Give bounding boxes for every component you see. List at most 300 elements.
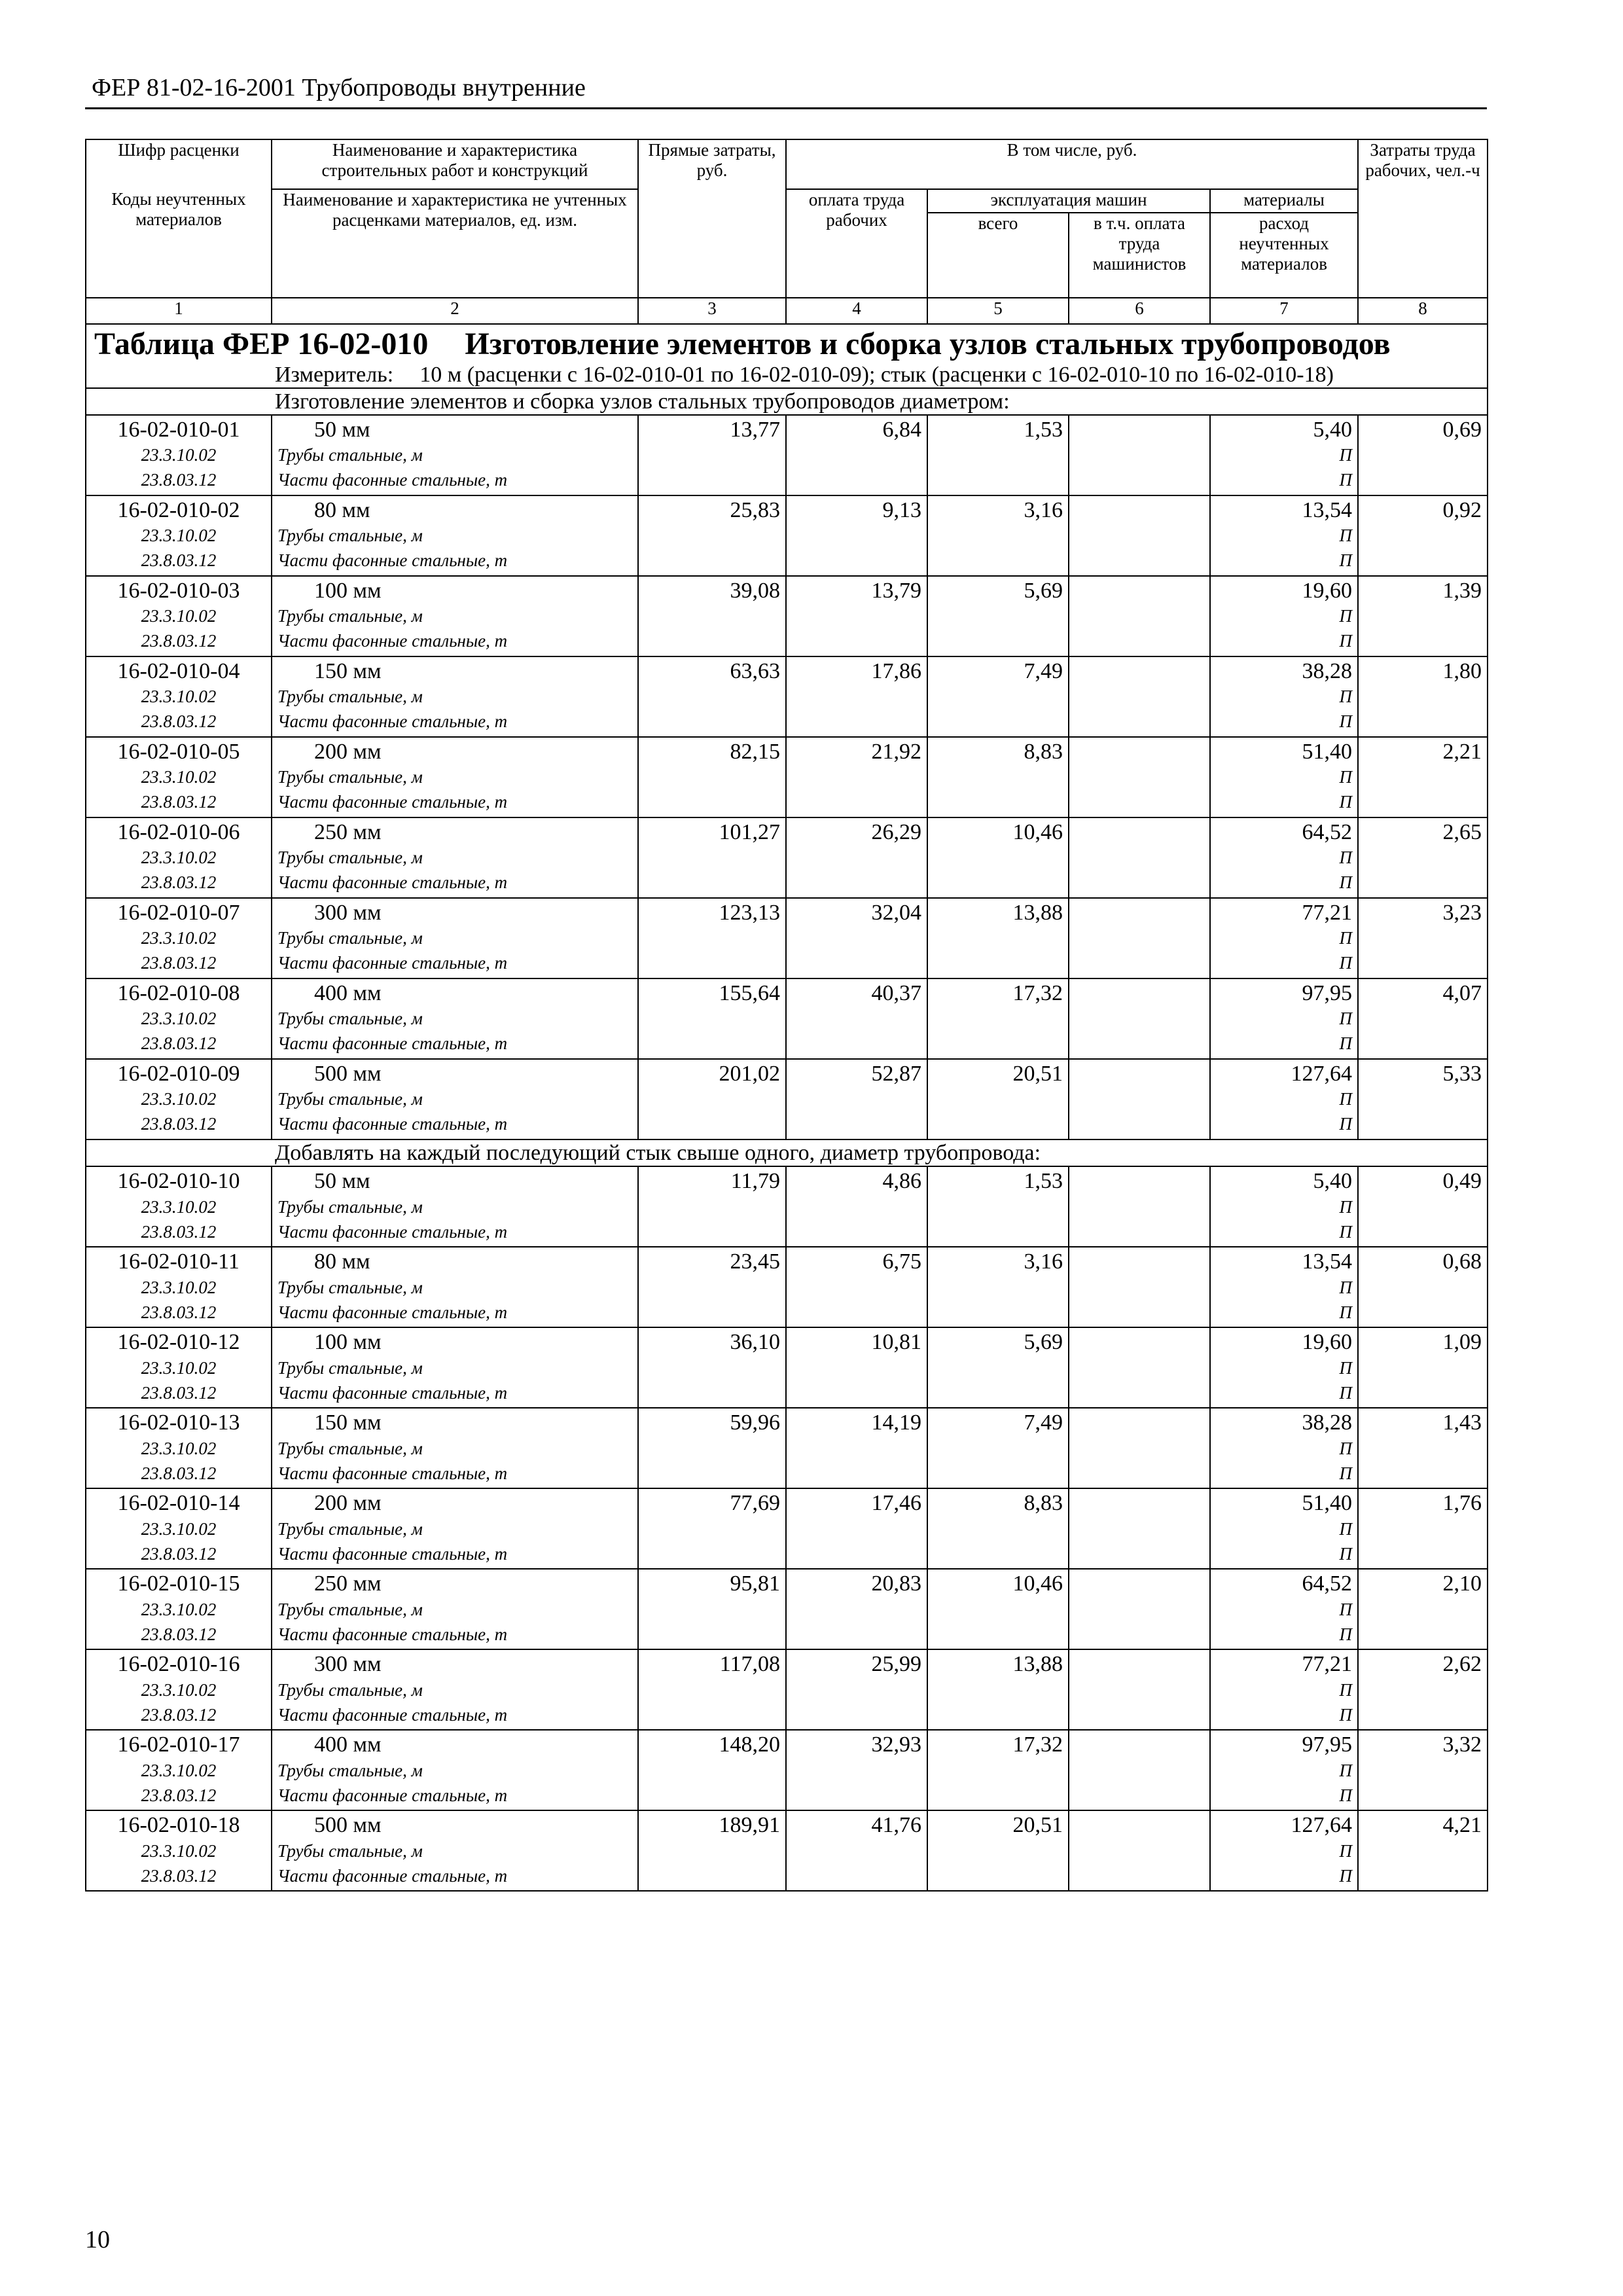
machines-total: 5,69 (1024, 1330, 1063, 1355)
materials: 38,28 (1302, 659, 1353, 684)
material-code: 23.8.03.12 (141, 1302, 217, 1322)
cell-machinists (1069, 1488, 1210, 1569)
material-code: 23.3.10.02 (141, 767, 217, 787)
cell-codes (86, 656, 272, 737)
material-name: Трубы стальные, м (277, 1089, 423, 1109)
labor-pay: 4,86 (882, 1169, 921, 1194)
cell-labor (786, 1569, 927, 1649)
cell-machinists (1069, 495, 1210, 576)
diameter: 400 мм (314, 1732, 382, 1757)
section-row (86, 1139, 1488, 1166)
material-usage: П (1339, 606, 1353, 626)
diameter: 500 мм (314, 1062, 382, 1086)
measure-value: 10 м (расценки с 16-02-010-01 по 16-02-010-09); стык (расценки с 16-02-010-10 по 16-02-010-18) (419, 363, 1334, 387)
labor-hours: 2,21 (1442, 740, 1482, 764)
direct-costs: 59,96 (730, 1410, 780, 1435)
table-row (86, 817, 1488, 898)
material-usage: П (1339, 1196, 1353, 1217)
rate-code: 16-02-010-02 (117, 498, 240, 523)
diameter: 80 мм (314, 1249, 370, 1274)
labor-pay: 25,99 (871, 1652, 921, 1677)
cell-labor (786, 1408, 927, 1488)
cell-machines (927, 415, 1069, 495)
col-number: 7 (1210, 298, 1358, 324)
cell-codes (86, 576, 272, 656)
labor-hours: 0,68 (1442, 1249, 1482, 1274)
machines-total: 3,16 (1024, 498, 1063, 523)
materials: 64,52 (1302, 820, 1353, 845)
material-code: 23.8.03.12 (141, 1543, 217, 1564)
cell-materials (1210, 898, 1358, 978)
direct-costs: 123,13 (719, 901, 780, 925)
materials: 127,64 (1291, 1062, 1353, 1086)
cell-names (272, 737, 638, 817)
measure-label: Измеритель: (275, 363, 394, 387)
materials: 5,40 (1313, 1169, 1353, 1194)
cell-materials (1210, 1810, 1358, 1891)
diameter: 80 мм (314, 498, 370, 523)
cell-names (272, 656, 638, 737)
labor-pay: 14,19 (871, 1410, 921, 1435)
col-number: 1 (86, 298, 272, 324)
material-code: 23.8.03.12 (141, 1114, 217, 1134)
material-code: 23.3.10.02 (141, 1840, 217, 1861)
material-name: Части фасонные стальные, т (277, 1221, 508, 1242)
labor-pay: 40,37 (871, 981, 921, 1006)
cell-direct (638, 656, 786, 737)
direct-costs: 39,08 (730, 579, 780, 603)
labor-hours: 0,92 (1442, 498, 1482, 523)
table-row (86, 1810, 1488, 1891)
cell-labor-hours (1358, 576, 1488, 656)
material-name: Трубы стальные, м (277, 1599, 423, 1619)
material-name: Трубы стальные, м (277, 1840, 423, 1861)
material-code: 23.3.10.02 (141, 1679, 217, 1700)
diameter: 300 мм (314, 901, 382, 925)
material-code: 23.3.10.02 (141, 1599, 217, 1619)
cell-materials (1210, 1649, 1358, 1730)
material-code: 23.8.03.12 (141, 631, 217, 651)
table-row (86, 1730, 1488, 1810)
materials: 13,54 (1302, 498, 1353, 523)
machines-total: 5,69 (1024, 579, 1063, 603)
table-row (86, 1488, 1488, 1569)
cell-materials (1210, 576, 1358, 656)
material-code: 23.3.10.02 (141, 1009, 217, 1029)
cell-labor (786, 817, 927, 898)
cell-machinists (1069, 656, 1210, 737)
labor-pay: 32,93 (871, 1732, 921, 1757)
material-name: Части фасонные стальные, т (277, 1033, 508, 1054)
rate-code: 16-02-010-05 (117, 740, 240, 764)
cell-labor (786, 1166, 927, 1247)
material-code: 23.8.03.12 (141, 1463, 217, 1483)
rate-code: 16-02-010-11 (118, 1249, 240, 1274)
cell-direct (638, 978, 786, 1059)
table-row (86, 656, 1488, 737)
material-code: 23.8.03.12 (141, 792, 217, 812)
material-code: 23.8.03.12 (141, 872, 217, 893)
rates-table (85, 139, 1488, 1892)
material-name: Части фасонные стальные, т (277, 1302, 508, 1322)
material-name: Трубы стальные, м (277, 848, 423, 868)
cell-labor-hours (1358, 1730, 1488, 1810)
cell-materials (1210, 415, 1358, 495)
cell-direct (638, 1247, 786, 1327)
th-materials-usage: расход неучтенных материалов (1210, 213, 1358, 298)
cell-labor-hours (1358, 1649, 1488, 1730)
material-code: 23.3.10.02 (141, 928, 217, 948)
material-usage: П (1339, 631, 1353, 651)
material-name: Трубы стальные, м (277, 928, 423, 948)
material-code: 23.3.10.02 (141, 1760, 217, 1780)
labor-hours: 1,76 (1442, 1491, 1482, 1516)
rate-code: 16-02-010-18 (117, 1813, 240, 1838)
direct-costs: 77,69 (730, 1491, 780, 1516)
material-name: Трубы стальные, м (277, 1009, 423, 1029)
cell-machines (927, 1730, 1069, 1810)
material-usage: П (1339, 1518, 1353, 1539)
cell-machinists (1069, 1810, 1210, 1891)
machines-total: 7,49 (1024, 1410, 1063, 1435)
cell-direct (638, 1810, 786, 1891)
materials: 13,54 (1302, 1249, 1353, 1274)
rate-code: 16-02-010-03 (117, 579, 240, 603)
material-usage: П (1339, 687, 1353, 707)
material-code: 23.3.10.02 (141, 1089, 217, 1109)
cell-direct (638, 737, 786, 817)
labor-hours: 3,32 (1442, 1732, 1482, 1757)
material-name: Трубы стальные, м (277, 1518, 423, 1539)
cell-names (272, 1810, 638, 1891)
rate-code: 16-02-010-07 (117, 901, 240, 925)
labor-hours: 4,07 (1442, 981, 1482, 1006)
machines-total: 1,53 (1024, 418, 1063, 442)
materials: 19,60 (1302, 579, 1353, 603)
col-number: 8 (1358, 298, 1488, 324)
material-usage: П (1339, 872, 1353, 893)
machines-total: 7,49 (1024, 659, 1063, 684)
labor-hours: 1,39 (1442, 579, 1482, 603)
cell-machinists (1069, 415, 1210, 495)
section-title: Изготовление элементов и сборка узлов стальных трубопроводов диаметром: (275, 389, 1010, 414)
cell-direct (638, 817, 786, 898)
cell-materials (1210, 1408, 1358, 1488)
machines-total: 8,83 (1024, 740, 1063, 764)
cell-machines (927, 898, 1069, 978)
cell-codes (86, 1327, 272, 1408)
cell-labor-hours (1358, 1569, 1488, 1649)
col-number: 5 (927, 298, 1069, 324)
cell-codes (86, 495, 272, 576)
labor-pay: 9,13 (882, 498, 921, 523)
cell-labor (786, 576, 927, 656)
cell-labor-hours (1358, 1166, 1488, 1247)
materials: 64,52 (1302, 1571, 1353, 1596)
cell-labor-hours (1358, 1488, 1488, 1569)
cell-labor (786, 1327, 927, 1408)
cell-labor (786, 898, 927, 978)
cell-machines (927, 817, 1069, 898)
direct-costs: 63,63 (730, 659, 780, 684)
material-usage: П (1339, 1840, 1353, 1861)
material-name: Трубы стальные, м (277, 1760, 423, 1780)
diameter: 150 мм (314, 659, 382, 684)
labor-pay: 17,46 (871, 1491, 921, 1516)
labor-hours: 3,23 (1442, 901, 1482, 925)
cell-labor-hours (1358, 1327, 1488, 1408)
material-name: Трубы стальные, м (277, 1196, 423, 1217)
material-usage: П (1339, 953, 1353, 973)
labor-pay: 6,75 (882, 1249, 921, 1274)
table-row (86, 576, 1488, 656)
material-name: Части фасонные стальные, т (277, 631, 508, 651)
cell-codes (86, 817, 272, 898)
labor-hours: 1,09 (1442, 1330, 1482, 1355)
col-number: 3 (638, 298, 786, 324)
cell-machinists (1069, 576, 1210, 656)
direct-costs: 201,02 (719, 1062, 780, 1086)
cell-codes (86, 1730, 272, 1810)
cell-labor (786, 415, 927, 495)
cell-labor (786, 1649, 927, 1730)
cell-labor-hours (1358, 1247, 1488, 1327)
machines-total: 10,46 (1012, 820, 1063, 845)
cell-machinists (1069, 1247, 1210, 1327)
material-usage: П (1339, 1221, 1353, 1242)
material-name: Части фасонные стальные, т (277, 1704, 508, 1725)
material-name: Части фасонные стальные, т (277, 1382, 508, 1403)
cell-direct (638, 495, 786, 576)
material-name: Части фасонные стальные, т (277, 792, 508, 812)
cell-codes (86, 1488, 272, 1569)
material-name: Части фасонные стальные, т (277, 550, 508, 571)
material-name: Части фасонные стальные, т (277, 711, 508, 732)
material-name: Трубы стальные, м (277, 1357, 423, 1378)
cell-direct (638, 576, 786, 656)
cell-codes (86, 1569, 272, 1649)
cell-machinists (1069, 1649, 1210, 1730)
cell-materials (1210, 1247, 1358, 1327)
material-code: 23.3.10.02 (141, 526, 217, 546)
materials: 19,60 (1302, 1330, 1353, 1355)
rate-code: 16-02-010-01 (117, 418, 240, 442)
th-machines: эксплуатация машин (927, 189, 1210, 213)
material-code: 23.3.10.02 (141, 848, 217, 868)
cell-machines (927, 1408, 1069, 1488)
material-usage: П (1339, 526, 1353, 546)
labor-pay: 52,87 (871, 1062, 921, 1086)
cell-direct (638, 1649, 786, 1730)
cell-codes (86, 1810, 272, 1891)
rate-code: 16-02-010-04 (117, 659, 240, 684)
table-row (86, 1327, 1488, 1408)
material-code: 23.8.03.12 (141, 711, 217, 732)
cell-labor (786, 737, 927, 817)
labor-pay: 17,86 (871, 659, 921, 684)
material-code: 23.8.03.12 (141, 953, 217, 973)
material-code: 23.8.03.12 (141, 1865, 217, 1886)
cell-names (272, 1059, 638, 1139)
cell-names (272, 1166, 638, 1247)
material-usage: П (1339, 1357, 1353, 1378)
material-usage: П (1339, 1543, 1353, 1564)
labor-hours: 2,10 (1442, 1571, 1482, 1596)
rate-code: 16-02-010-12 (117, 1330, 240, 1355)
material-name: Трубы стальные, м (277, 1277, 423, 1297)
direct-costs: 189,91 (719, 1813, 780, 1838)
cell-machines (927, 576, 1069, 656)
material-code: 23.3.10.02 (141, 1196, 217, 1217)
labor-hours: 2,65 (1442, 820, 1482, 845)
rate-code: 16-02-010-14 (117, 1491, 240, 1516)
labor-hours: 0,69 (1442, 418, 1482, 442)
rate-code: 16-02-010-16 (117, 1652, 240, 1677)
material-usage: П (1339, 1599, 1353, 1619)
cell-labor-hours (1358, 978, 1488, 1059)
cell-labor (786, 1059, 927, 1139)
cell-labor-hours (1358, 1810, 1488, 1891)
cell-materials (1210, 1327, 1358, 1408)
cell-materials (1210, 1166, 1358, 1247)
table-row (86, 1569, 1488, 1649)
diameter: 50 мм (314, 418, 370, 442)
th-materials: материалы (1210, 189, 1358, 213)
th-work-name: Наименование и характеристика строительных работ и конструкций (272, 139, 638, 189)
cell-materials (1210, 1488, 1358, 1569)
table-row (86, 978, 1488, 1059)
cell-codes (86, 1649, 272, 1730)
document-header-title: ФЕР 81-02-16-2001 Трубопроводы внутренние (92, 74, 586, 101)
materials: 5,40 (1313, 418, 1353, 442)
cell-materials (1210, 495, 1358, 576)
direct-costs: 95,81 (730, 1571, 780, 1596)
cell-codes (86, 898, 272, 978)
cell-materials (1210, 978, 1358, 1059)
cell-codes (86, 1247, 272, 1327)
machines-total: 17,32 (1012, 981, 1063, 1006)
cell-names (272, 817, 638, 898)
machines-total: 20,51 (1012, 1813, 1063, 1838)
cell-names (272, 1408, 638, 1488)
material-usage: П (1339, 1033, 1353, 1054)
table-row (86, 737, 1488, 817)
cell-machines (927, 1166, 1069, 1247)
labor-hours: 5,33 (1442, 1062, 1482, 1086)
materials: 77,21 (1302, 1652, 1353, 1677)
diameter: 100 мм (314, 1330, 382, 1355)
table-caption (86, 324, 1488, 362)
col-number: 6 (1069, 298, 1210, 324)
cell-labor (786, 1730, 927, 1810)
table-row (86, 1408, 1488, 1488)
material-usage: П (1339, 1009, 1353, 1029)
cell-direct (638, 1488, 786, 1569)
cell-codes (86, 1408, 272, 1488)
material-usage: П (1339, 1382, 1353, 1403)
cell-direct (638, 1730, 786, 1810)
labor-pay: 41,76 (871, 1813, 921, 1838)
cell-names (272, 495, 638, 576)
labor-pay: 26,29 (871, 820, 921, 845)
cell-materials (1210, 1059, 1358, 1139)
cell-direct (638, 1166, 786, 1247)
cell-names (272, 415, 638, 495)
materials: 51,40 (1302, 740, 1353, 764)
col-number: 4 (786, 298, 927, 324)
cell-labor-hours (1358, 415, 1488, 495)
cell-labor-hours (1358, 898, 1488, 978)
cell-codes (86, 737, 272, 817)
cell-labor-hours (1358, 817, 1488, 898)
rate-code: 16-02-010-10 (117, 1169, 240, 1194)
cell-machines (927, 1569, 1069, 1649)
material-code: 23.8.03.12 (141, 1221, 217, 1242)
cell-names (272, 978, 638, 1059)
cell-labor-hours (1358, 1059, 1488, 1139)
cell-materials (1210, 737, 1358, 817)
material-usage: П (1339, 767, 1353, 787)
material-name: Трубы стальные, м (277, 526, 423, 546)
th-including: В том числе, руб. (786, 139, 1358, 189)
material-usage: П (1339, 1089, 1353, 1109)
materials: 38,28 (1302, 1410, 1353, 1435)
direct-costs: 36,10 (730, 1330, 780, 1355)
direct-costs: 101,27 (719, 820, 780, 845)
material-usage: П (1339, 1785, 1353, 1805)
cell-labor-hours (1358, 495, 1488, 576)
material-usage: П (1339, 1865, 1353, 1886)
cell-names (272, 1247, 638, 1327)
material-name: Трубы стальные, м (277, 1679, 423, 1700)
material-code: 23.3.10.02 (141, 606, 217, 626)
machines-total: 10,46 (1012, 1571, 1063, 1596)
th-labor-pay: оплата труда рабочих (786, 189, 927, 298)
cell-codes (86, 1166, 272, 1247)
th-machinists-pay: в т.ч. оплата труда машинистов (1069, 213, 1210, 298)
cell-direct (638, 1569, 786, 1649)
material-name: Части фасонные стальные, т (277, 470, 508, 490)
rate-code: 16-02-010-17 (117, 1732, 240, 1757)
material-usage: П (1339, 550, 1353, 571)
cell-machines (927, 1247, 1069, 1327)
cell-machinists (1069, 1569, 1210, 1649)
header-rule (85, 107, 1487, 109)
material-name: Трубы стальные, м (277, 687, 423, 707)
cell-labor (786, 1810, 927, 1891)
materials: 97,95 (1302, 1732, 1353, 1757)
diameter: 150 мм (314, 1410, 382, 1435)
cell-direct (638, 898, 786, 978)
cell-machines (927, 1488, 1069, 1569)
material-name: Части фасонные стальные, т (277, 1785, 508, 1805)
cell-labor-hours (1358, 737, 1488, 817)
material-name: Части фасонные стальные, т (277, 1865, 508, 1886)
th-machines-total: всего (927, 213, 1069, 298)
diameter: 300 мм (314, 1652, 382, 1677)
labor-pay: 20,83 (871, 1571, 921, 1596)
material-name: Трубы стальные, м (277, 606, 423, 626)
material-name: Части фасонные стальные, т (277, 1463, 508, 1483)
material-name: Части фасонные стальные, т (277, 953, 508, 973)
cell-machinists (1069, 898, 1210, 978)
material-name: Части фасонные стальные, т (277, 1543, 508, 1564)
labor-pay: 21,92 (871, 740, 921, 764)
cell-labor-hours (1358, 656, 1488, 737)
labor-hours: 0,49 (1442, 1169, 1482, 1194)
cell-materials (1210, 656, 1358, 737)
material-code: 23.8.03.12 (141, 1033, 217, 1054)
